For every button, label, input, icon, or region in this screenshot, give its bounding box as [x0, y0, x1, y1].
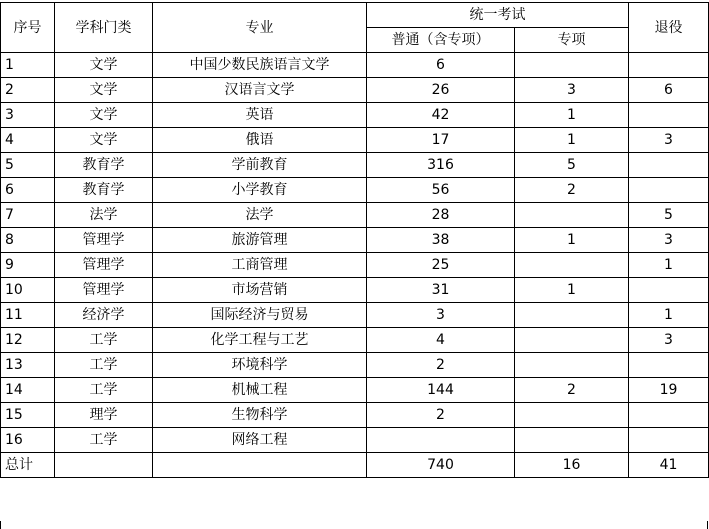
cell-general: 6	[367, 53, 515, 78]
cell-general: 2	[367, 353, 515, 378]
cell-special	[515, 53, 629, 78]
cell-total-major	[153, 453, 367, 478]
cell-category: 理学	[55, 403, 153, 428]
cell-seq: 3	[1, 103, 55, 128]
cell-seq: 11	[1, 303, 55, 328]
cell-special: 2	[515, 178, 629, 203]
cell-category: 法学	[55, 203, 153, 228]
cell-seq: 14	[1, 378, 55, 403]
cell-veteran	[629, 53, 709, 78]
cell-category: 工学	[55, 353, 153, 378]
cell-veteran	[629, 428, 709, 453]
table-row	[1, 103, 709, 128]
cell-veteran: 3	[629, 328, 709, 353]
cell-major: 旅游管理	[153, 228, 367, 253]
cell-major: 中国少数民族语言文学	[153, 53, 367, 78]
header-category: 学科门类	[55, 3, 153, 53]
cell-major: 市场营销	[153, 278, 367, 303]
cell-category: 文学	[55, 53, 153, 78]
cell-special: 1	[515, 228, 629, 253]
cell-veteran: 6	[629, 78, 709, 103]
cell-major: 工商管理	[153, 253, 367, 278]
cell-general: 38	[367, 228, 515, 253]
cell-special: 1	[515, 278, 629, 303]
cell-general: 26	[367, 78, 515, 103]
cell-total-veteran: 41	[629, 453, 709, 478]
cell-seq: 8	[1, 228, 55, 253]
cell-seq: 2	[1, 78, 55, 103]
cell-category: 文学	[55, 103, 153, 128]
table-row	[1, 303, 709, 328]
table-body	[1, 3, 709, 478]
cell-major: 化学工程与工艺	[153, 328, 367, 353]
cell-special	[515, 303, 629, 328]
cell-general: 17	[367, 128, 515, 153]
table-row	[1, 53, 709, 78]
cell-major: 法学	[153, 203, 367, 228]
cell-special	[515, 353, 629, 378]
cell-veteran: 5	[629, 203, 709, 228]
cell-special: 1	[515, 128, 629, 153]
cell-special	[515, 428, 629, 453]
cell-total-category	[55, 453, 153, 478]
cell-special	[515, 253, 629, 278]
cell-category: 工学	[55, 428, 153, 453]
cell-special: 2	[515, 378, 629, 403]
table-row	[1, 328, 709, 353]
cell-veteran	[629, 278, 709, 303]
cell-special: 3	[515, 78, 629, 103]
cell-seq: 10	[1, 278, 55, 303]
cell-seq: 1	[1, 53, 55, 78]
header-major: 专业	[153, 3, 367, 53]
cell-category: 文学	[55, 128, 153, 153]
table-row	[1, 228, 709, 253]
cell-veteran	[629, 178, 709, 203]
cell-major: 俄语	[153, 128, 367, 153]
header-row-top	[1, 3, 709, 28]
table-row	[1, 78, 709, 103]
cell-category: 工学	[55, 378, 153, 403]
cell-category: 文学	[55, 78, 153, 103]
enrollment-plan-table	[0, 2, 709, 478]
table-row	[1, 378, 709, 403]
cell-total-label: 总计	[1, 453, 55, 478]
header-seq: 序号	[1, 3, 55, 53]
cell-veteran	[629, 153, 709, 178]
cell-major: 英语	[153, 103, 367, 128]
table-row	[1, 353, 709, 378]
cell-veteran: 1	[629, 303, 709, 328]
cell-special	[515, 328, 629, 353]
cell-veteran	[629, 103, 709, 128]
cell-special	[515, 203, 629, 228]
cell-general: 4	[367, 328, 515, 353]
cell-category: 管理学	[55, 228, 153, 253]
cell-general: 316	[367, 153, 515, 178]
cell-seq: 4	[1, 128, 55, 153]
total-row	[1, 453, 709, 478]
cell-veteran: 3	[629, 228, 709, 253]
cell-veteran	[629, 353, 709, 378]
cell-special	[515, 403, 629, 428]
cell-general	[367, 428, 515, 453]
cell-major: 网络工程	[153, 428, 367, 453]
cell-veteran	[629, 403, 709, 428]
cell-general: 25	[367, 253, 515, 278]
header-unified-exam: 统一考试	[367, 3, 629, 28]
cell-general: 144	[367, 378, 515, 403]
cell-total-general: 740	[367, 453, 515, 478]
cell-seq: 16	[1, 428, 55, 453]
cell-seq: 12	[1, 328, 55, 353]
cell-major: 生物科学	[153, 403, 367, 428]
header-special: 专项	[515, 28, 629, 53]
cell-major: 小学教育	[153, 178, 367, 203]
cell-special: 1	[515, 103, 629, 128]
table-row	[1, 428, 709, 453]
table-row	[1, 178, 709, 203]
cell-major: 学前教育	[153, 153, 367, 178]
cell-major: 环境科学	[153, 353, 367, 378]
cell-seq: 6	[1, 178, 55, 203]
cell-category: 管理学	[55, 278, 153, 303]
cell-category: 教育学	[55, 178, 153, 203]
cell-total-special: 16	[515, 453, 629, 478]
cell-veteran: 3	[629, 128, 709, 153]
cell-seq: 13	[1, 353, 55, 378]
table-row	[1, 203, 709, 228]
cell-general: 3	[367, 303, 515, 328]
cell-general: 42	[367, 103, 515, 128]
table-row	[1, 128, 709, 153]
cell-category: 教育学	[55, 153, 153, 178]
cell-category: 经济学	[55, 303, 153, 328]
header-general: 普通（含专项）	[367, 28, 515, 53]
cell-general: 2	[367, 403, 515, 428]
cell-seq: 9	[1, 253, 55, 278]
cell-seq: 7	[1, 203, 55, 228]
table-row	[1, 153, 709, 178]
cell-general: 28	[367, 203, 515, 228]
cell-seq: 5	[1, 153, 55, 178]
header-veteran: 退役	[629, 3, 709, 53]
cell-general: 56	[367, 178, 515, 203]
cell-category: 管理学	[55, 253, 153, 278]
table-row	[1, 278, 709, 303]
table-row	[1, 253, 709, 278]
table-row	[1, 403, 709, 428]
cell-major: 汉语言文学	[153, 78, 367, 103]
cell-major: 机械工程	[153, 378, 367, 403]
cell-major: 国际经济与贸易	[153, 303, 367, 328]
cell-general: 31	[367, 278, 515, 303]
cell-veteran: 19	[629, 378, 709, 403]
cell-special: 5	[515, 153, 629, 178]
table-continuation	[0, 521, 708, 529]
cell-seq: 15	[1, 403, 55, 428]
cell-veteran: 1	[629, 253, 709, 278]
cell-category: 工学	[55, 328, 153, 353]
